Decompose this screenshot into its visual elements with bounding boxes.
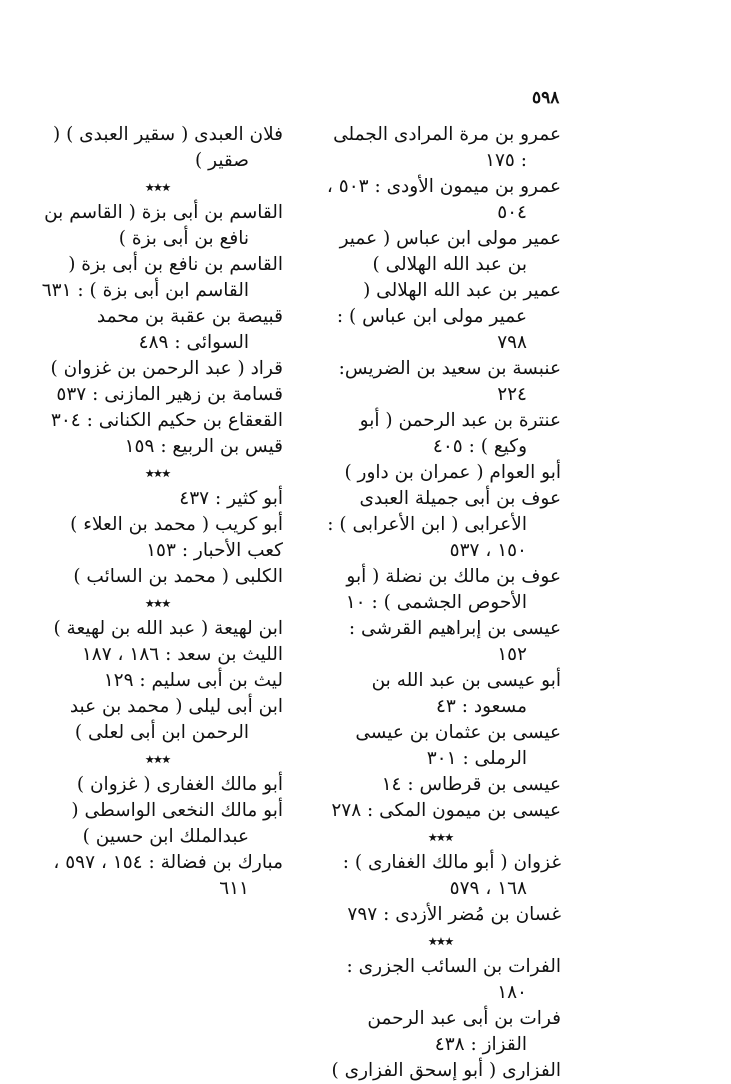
- index-entry: عيسى بن ميمون المكى : ٢٧٨: [331, 800, 561, 821]
- index-entry: عمير مولى ابن عباس ( عمير بن عبد الله الهلالى ): [339, 228, 561, 275]
- index-entry: أبو مالك النخعى الواسطى ( عبدالملك ابن حسين ): [71, 800, 283, 847]
- index-entry: ابن أبى ليلى ( محمد بن عبد الرحمن ابن أبى لعلى ): [69, 696, 283, 743]
- section-separator: ٭٭٭: [145, 594, 171, 612]
- index-column-left: [33, 122, 283, 902]
- index-entry: القاسم بن أبى بزة ( القاسم بن نافع بن أبى بزة ): [44, 202, 283, 249]
- section-separator: ٭٭٭: [145, 750, 171, 768]
- index-entry: عمرو بن مرة المرادى الجملى : ١٧٥: [333, 124, 561, 171]
- index-entry: ليث بن أبى سليم : ١٢٩: [103, 670, 283, 691]
- section-separator: ٭٭٭: [428, 828, 454, 846]
- index-entry: الليث بن سعد : ١٨٦ ، ١٨٧: [81, 644, 283, 665]
- index-entry: أبو كريب ( محمد بن العلاء ): [70, 514, 283, 535]
- section-separator: ٭٭٭: [145, 178, 171, 196]
- index-entry: غزوان ( أبو مالك الغفارى ) : ١٦٨ ، ٥٧٩: [342, 852, 561, 899]
- index-entry: كعب الأحبار : ١٥٣: [146, 540, 283, 561]
- index-entry: أبو عيسى بن عبد الله بن مسعود : ٤٣: [371, 670, 561, 717]
- index-entry: عيسى بن قرطاس : ١٤: [381, 774, 561, 795]
- index-entry: عوف بن مالك بن نضلة ( أبو الأحوص الجشمى ) : ١٠: [345, 566, 561, 613]
- index-entry: القاسم بن نافع بن أبى بزة ( القاسم ابن أبى بزة ) : ٦٣١: [41, 254, 283, 301]
- index-entry: قيس بن الربيع : ١٥٩: [124, 436, 283, 457]
- index-entry: عوف بن أبى جميلة العبدى الأعرابى ( ابن الأعرابى ) : ١٥٠ ، ٥٣٧: [327, 488, 561, 561]
- section-separator: ٭٭٭: [145, 464, 171, 482]
- index-entry: مبارك بن فضالة : ١٥٤ ، ٥٩٧ ، ٦١١: [53, 852, 283, 899]
- index-entry: أبو كثير : ٤٣٧: [179, 488, 283, 509]
- index-entry: عمرو بن ميمون الأودى : ٥٠٣ ، ٥٠٤: [326, 176, 561, 223]
- index-entry: عنترة بن عبد الرحمن ( أبو وكيع ) : ٤٠٥: [359, 410, 561, 457]
- index-entry: عنبسة بن سعيد بن الضريس: ٢٢٤: [338, 358, 561, 405]
- index-entry: أبو مالك الغفارى ( غزوان ): [76, 774, 283, 795]
- index-entry: عمير بن عبد الله الهلالى ( عمير مولى ابن عباس ) : ٧٩٨: [336, 280, 561, 353]
- index-entry: ابن لهيعة ( عبد الله بن لهيعة ): [53, 618, 283, 639]
- index-entry: فلان العبدى ( سقير العبدى ) ( صقير ): [52, 124, 283, 171]
- index-entry: قراد ( عبد الرحمن بن غزوان ): [50, 358, 283, 379]
- index-entry: الفرات بن السائب الجزرى : ١٨٠: [346, 956, 561, 1003]
- index-entry: القعقاع بن حكيم الكنانى : ٣٠٤: [50, 410, 283, 431]
- index-entry: الفزارى ( أبو إسحق الفزارى ): [331, 1060, 561, 1081]
- index-entry: فرات بن أبى عبد الرحمن القزاز : ٤٣٨: [367, 1008, 561, 1055]
- index-entry: قسامة بن زهير المازنى : ٥٣٧: [56, 384, 283, 405]
- index-entry: أبو العوام ( عمران بن داور ): [344, 462, 561, 483]
- index-entry: قبيصة بن عقبة بن محمد السوائى : ٤٨٩: [96, 306, 283, 353]
- index-entry: عيسى بن إبراهيم القرشى : ١٥٢: [348, 618, 561, 665]
- index-column-right: [321, 122, 561, 1084]
- page-number: ٥٩٨: [532, 88, 560, 108]
- index-entry: عيسى بن عثمان بن عيسى الرملى : ٣٠١: [355, 722, 561, 769]
- index-entry: الكلبى ( محمد بن السائب ): [73, 566, 283, 587]
- index-entry: غسان بن مُضر الأزدى : ٧٩٧: [347, 904, 561, 925]
- section-separator: ٭٭٭: [428, 932, 454, 950]
